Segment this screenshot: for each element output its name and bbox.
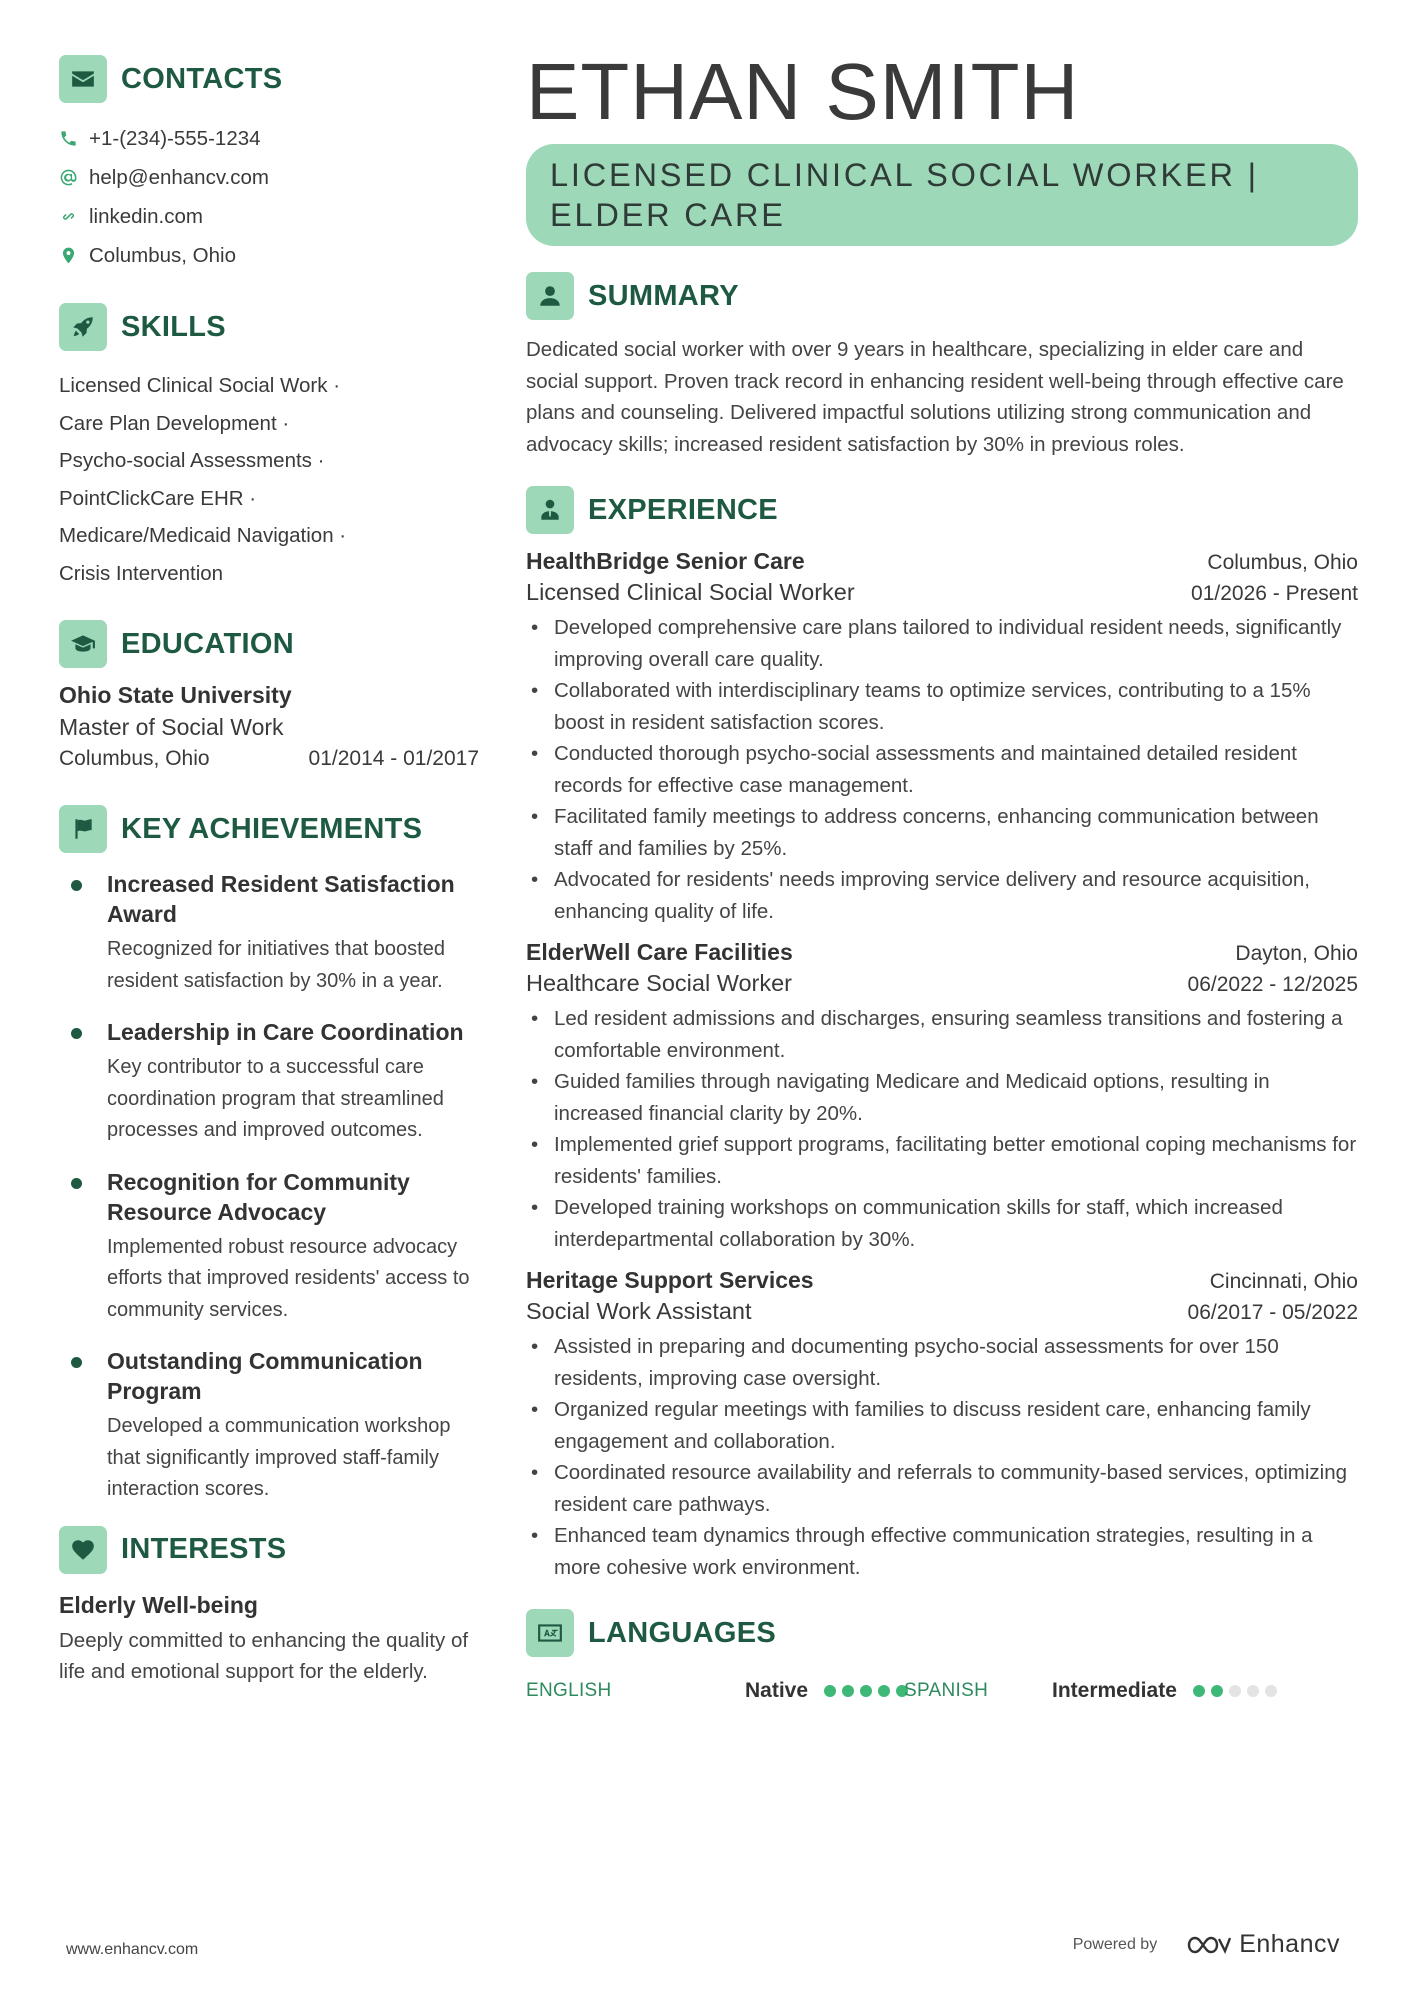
achievement-item (59, 1017, 479, 1147)
education-school: Ohio State University (59, 682, 292, 708)
candidate-name: ETHAN SMITH (526, 47, 1080, 136)
skill-item: Medicare/Medicaid Navigation · (59, 524, 347, 547)
achievement-desc: Developed a communication workshop that significantly improved staff-family interaction scores. (107, 1415, 451, 1500)
language-level: Native (745, 1679, 809, 1702)
job-bullets (526, 1331, 1358, 1583)
summary-text: Dedicated social worker with over 9 years in healthcare, specializing in elder care and social support. Proven track record in enhancing resident well-being through effective care plans and counseling. Delivered impactful solutions utilizing strong communication and advocacy skills; increased resident satisfaction by 30% in previous roles. (526, 338, 1344, 456)
education-header (59, 620, 479, 668)
skills-list (59, 367, 479, 592)
job-bullets (526, 612, 1358, 927)
job-bullet: • Collaborated with interdisciplinary teams to optimize services, contributing to a 15% boost in resident satisfaction scores. (526, 675, 1358, 738)
language-level: Intermediate (1052, 1679, 1177, 1702)
skills-section (59, 303, 479, 592)
translate-icon (526, 1609, 574, 1657)
job-company: HealthBridge Senior Care (526, 548, 805, 574)
skill-item: Licensed Clinical Social Work · (59, 374, 341, 397)
proficiency-dot-filled (878, 1685, 890, 1697)
link-icon (59, 207, 89, 226)
footer-website[interactable]: www.enhancv.com (66, 1941, 199, 1958)
proficiency-dot-filled (860, 1685, 872, 1697)
achievement-title: Leadership in Care Coordination (107, 1019, 464, 1045)
phone-icon (59, 129, 89, 148)
job-bullet: • Conducted thorough psycho-social assessments and maintained detailed resident records for effective case management. (526, 738, 1358, 801)
skill-item: Care Plan Development · (59, 411, 290, 435)
job-bullet: • Assisted in preparing and documenting psycho-social assessments for over 150 residents, improving case oversight. (526, 1331, 1358, 1394)
contacts-header (59, 55, 479, 103)
skill-item: PointClickCare EHR · (59, 486, 257, 510)
language-item (526, 1679, 928, 1703)
experience-section (526, 486, 1358, 1583)
job-bullet: • Guided families through navigating Medicare and Medicaid options, resulting in increased financial clarity by 20%. (526, 1066, 1358, 1129)
flag-icon (59, 805, 107, 853)
proficiency-dot-filled (1211, 1685, 1223, 1697)
job-dates: 06/2022 - 12/2025 (1187, 973, 1358, 996)
education-heading: EDUCATION (121, 627, 294, 660)
language-proficiency-dots (1193, 1685, 1277, 1697)
job-bullet: • Enhanced team dynamics through effective communication strategies, resulting in a more cohesive work environment. (526, 1520, 1358, 1583)
achievement-title: Outstanding Communication Program (107, 1348, 423, 1404)
interest-desc: Deeply committed to enhancing the quality of life and emotional support for the elderly. (59, 1628, 469, 1683)
heart-icon (59, 1526, 107, 1574)
briefcase-user-icon (526, 486, 574, 534)
job-entry (526, 1267, 1358, 1583)
proficiency-dot-empty (1229, 1685, 1241, 1697)
job-entry (526, 548, 1358, 927)
education-location: Columbus, Ohio (59, 747, 210, 770)
job-company: ElderWell Care Facilities (526, 939, 793, 965)
interests-header (59, 1526, 479, 1574)
location-text: Columbus, Ohio (89, 243, 236, 267)
proficiency-dot-empty (1265, 1685, 1277, 1697)
contacts-heading: CONTACTS (121, 62, 283, 95)
experience-header (526, 486, 1358, 534)
map-pin-icon (59, 246, 89, 265)
achievement-item (59, 1346, 479, 1506)
contact-linkedin (59, 197, 479, 236)
language-proficiency-dots (824, 1685, 908, 1697)
languages-section (526, 1609, 1358, 1703)
languages-row (526, 1679, 1358, 1703)
contact-email (59, 158, 479, 197)
at-sign-icon (59, 168, 89, 187)
education-dates: 01/2014 - 01/2017 (308, 747, 479, 770)
job-bullet: • Coordinated resource availability and referrals to community-based services, optimizing resident care pathways. (526, 1457, 1358, 1520)
skills-heading: SKILLS (121, 310, 226, 343)
achievement-desc: Key contributor to a successful care coordination program that streamlined processes and improved outcomes. (107, 1056, 444, 1141)
job-bullet: • Facilitated family meetings to address concerns, enhancing communication between staff and families by 25%. (526, 801, 1358, 864)
enhancv-logo[interactable] (1185, 1930, 1340, 1959)
proficiency-dot-filled (842, 1685, 854, 1697)
achievement-title: Increased Resident Satisfaction Award (107, 871, 455, 927)
achievements-header (59, 805, 479, 853)
job-bullet: • Led resident admissions and discharges, ensuring seamless transitions and fostering a comfortable environment. (526, 1003, 1358, 1066)
email-text[interactable]: help@enhancv.com (89, 165, 269, 189)
skill-item: Crisis Intervention (59, 561, 224, 585)
achievement-item (59, 1167, 479, 1327)
job-bullet: • Advocated for residents' needs improving service delivery and resource acquisition, enhancing quality of life. (526, 864, 1358, 927)
job-location: Dayton, Ohio (1235, 942, 1358, 965)
achievement-desc: Recognized for initiatives that boosted resident satisfaction by 30% in a year. (107, 938, 445, 992)
job-title-banner: LICENSED CLINICAL SOCIAL WORKER | ELDER CARE (526, 144, 1358, 246)
job-dates: 01/2026 - Present (1191, 582, 1358, 605)
graduation-cap-icon (59, 620, 107, 668)
job-role: Social Work Assistant (526, 1298, 752, 1324)
language-item (904, 1679, 1277, 1703)
brand-name: Enhancv (1239, 1930, 1340, 1958)
interests-heading: INTERESTS (121, 1533, 287, 1565)
job-role: Licensed Clinical Social Worker (526, 579, 855, 605)
job-role: Healthcare Social Worker (526, 970, 793, 996)
experience-heading: EXPERIENCE (588, 493, 778, 526)
contact-location (59, 236, 479, 275)
achievement-item (59, 869, 479, 997)
language-name: ENGLISH (526, 1680, 612, 1701)
powered-by-label: Powered by (1072, 1935, 1158, 1953)
skills-header (59, 303, 479, 351)
job-dates: 06/2017 - 05/2022 (1187, 1301, 1358, 1324)
achievement-desc: Implemented robust resource advocacy efforts that improved residents' access to community services. (107, 1235, 470, 1321)
languages-heading: LANGUAGES (588, 1616, 776, 1649)
achievement-title: Recognition for Community Resource Advocacy (107, 1168, 410, 1225)
proficiency-dot-filled (824, 1685, 836, 1697)
linkedin-text[interactable]: linkedin.com (89, 204, 203, 228)
achievements-section (59, 805, 479, 1506)
summary-header (526, 272, 1358, 320)
job-bullet: • Developed training workshops on communication skills for staff, which increased interdepartmental collaboration by 30%. (526, 1192, 1358, 1255)
skill-item: Psycho-social Assessments · (59, 449, 325, 472)
job-bullets (526, 1003, 1358, 1255)
summary-heading: SUMMARY (588, 279, 739, 312)
contacts-section (59, 55, 479, 275)
achievements-heading: KEY ACHIEVEMENTS (121, 812, 423, 845)
envelope-icon (59, 55, 107, 103)
summary-section (526, 272, 1358, 460)
proficiency-dot-filled (1193, 1685, 1205, 1697)
languages-header (526, 1609, 1358, 1657)
rocket-icon (59, 303, 107, 351)
job-company: Heritage Support Services (526, 1267, 814, 1293)
interest-title: Elderly Well-being (59, 1591, 258, 1618)
left-column (59, 55, 479, 1688)
right-column (526, 48, 1358, 1703)
job-location: Cincinnati, Ohio (1209, 1270, 1358, 1293)
contact-phone (59, 119, 479, 158)
achievements-list (59, 869, 479, 1506)
job-bullet: • Implemented grief support programs, facilitating better emotional coping mechanisms for residents' families. (526, 1129, 1358, 1192)
interests-section (59, 1526, 479, 1688)
enhancv-logo-icon (1185, 1933, 1231, 1957)
job-bullet: • Organized regular meetings with families to discuss resident care, enhancing family engagement and collaboration. (526, 1394, 1358, 1457)
education-meta (59, 747, 479, 771)
language-name: SPANISH (904, 1680, 989, 1701)
footer-branding (1073, 1930, 1340, 1959)
education-degree: Master of Social Work (59, 714, 284, 740)
job-location: Columbus, Ohio (1207, 551, 1358, 574)
education-section (59, 620, 479, 771)
phone-text[interactable]: +1-(234)-555-1234 (89, 126, 261, 150)
job-entry (526, 939, 1358, 1255)
job-bullet: • Developed comprehensive care plans tailored to individual resident needs, significantly improving overall care quality. (526, 612, 1358, 675)
proficiency-dot-empty (1247, 1685, 1259, 1697)
user-icon (526, 272, 574, 320)
